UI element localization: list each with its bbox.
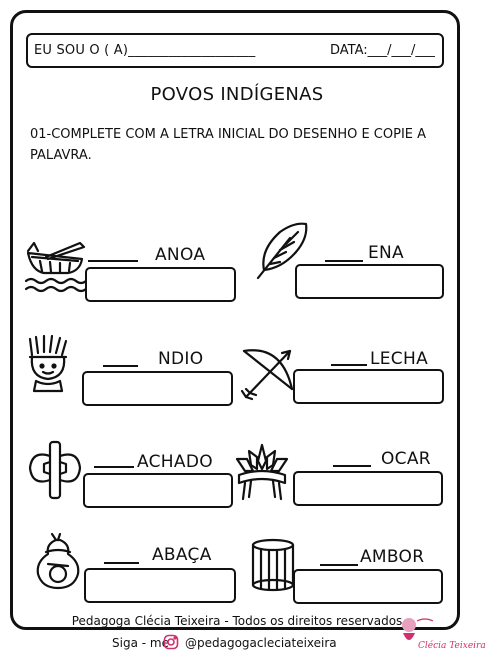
canoe-icon bbox=[24, 237, 86, 299]
answer-box[interactable] bbox=[82, 371, 233, 406]
incomplete-word: ENA bbox=[368, 243, 404, 263]
date-field[interactable]: DATA:___/___/___ bbox=[330, 43, 435, 58]
incomplete-word: ACHADO bbox=[137, 452, 213, 472]
gourd-icon bbox=[28, 530, 90, 592]
author-logo-text: Clécia Teixeira bbox=[418, 641, 486, 651]
incomplete-word: OCAR bbox=[381, 449, 431, 469]
instagram-icon bbox=[163, 634, 179, 650]
incomplete-word: ANOA bbox=[155, 245, 206, 265]
answer-box[interactable] bbox=[293, 471, 443, 506]
letter-blank[interactable] bbox=[333, 465, 371, 467]
letter-blank[interactable] bbox=[104, 562, 139, 564]
letter-blank[interactable] bbox=[320, 564, 358, 566]
student-name-field[interactable]: EU SOU O ( A)___________________ bbox=[34, 43, 256, 58]
follow-label: Siga - me bbox=[112, 636, 169, 650]
bow-and-arrow-icon bbox=[238, 341, 300, 403]
indigenous-person-icon bbox=[18, 333, 80, 395]
instagram-handle[interactable]: @pedagogacleciateixeira bbox=[185, 636, 337, 650]
incomplete-word: LECHA bbox=[370, 349, 428, 369]
letter-blank[interactable] bbox=[94, 466, 134, 468]
incomplete-word: AMBOR bbox=[360, 547, 425, 567]
letter-blank[interactable] bbox=[331, 364, 367, 366]
axe-icon bbox=[24, 438, 86, 500]
name-date-box bbox=[26, 33, 444, 68]
headdress-icon bbox=[231, 441, 293, 503]
answer-box[interactable] bbox=[295, 264, 444, 299]
copyright-credit: Pedagoga Clécia Teixeira - Todos os direitos reservados bbox=[71, 614, 403, 628]
answer-box[interactable] bbox=[293, 369, 444, 404]
page-title: POVOS INDÍGENAS bbox=[150, 84, 324, 105]
answer-box[interactable] bbox=[293, 569, 443, 604]
answer-box[interactable] bbox=[84, 568, 236, 603]
answer-box[interactable] bbox=[83, 473, 233, 508]
letter-blank[interactable] bbox=[103, 365, 138, 367]
letter-blank[interactable] bbox=[88, 260, 138, 262]
incomplete-word: ABAÇA bbox=[152, 545, 212, 565]
answer-box[interactable] bbox=[85, 267, 236, 302]
author-logo bbox=[395, 611, 455, 659]
letter-blank[interactable] bbox=[325, 260, 363, 262]
instruction-text: 01-COMPLETE COM A LETRA INICIAL DO DESENHO E COPIE A PALAVRA. bbox=[30, 127, 427, 163]
incomplete-word: NDIO bbox=[158, 349, 204, 369]
